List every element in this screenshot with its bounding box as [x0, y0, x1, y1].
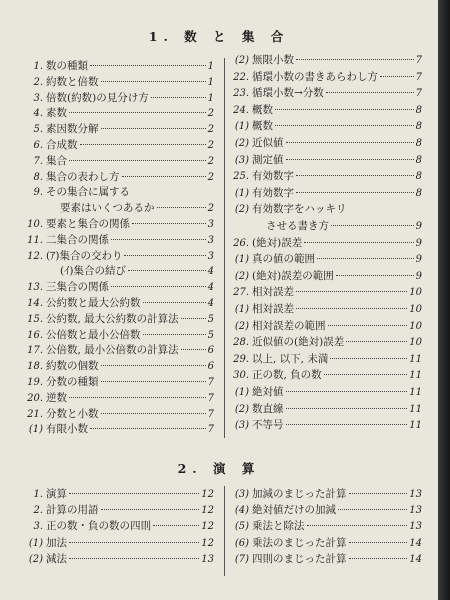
dot-leader	[304, 241, 413, 243]
toc-entry-number: (7)	[234, 553, 249, 565]
toc-entry-label: 分数の種類	[46, 376, 99, 388]
dot-leader	[101, 364, 206, 366]
toc-entry-page: 12	[201, 489, 214, 500]
toc-entry-page: 8	[415, 138, 422, 149]
toc-entry-label: (ｲ)集合の結び	[60, 265, 126, 278]
toc-entry-page: 10	[409, 337, 422, 349]
toc-entry-page: 11	[409, 387, 422, 398]
toc-entry-number: 11.	[27, 234, 43, 246]
toc-entry-label: 要素と集合の関係	[46, 218, 130, 230]
toc-entry-page: 4	[207, 282, 214, 294]
toc-entry-number: 29.	[233, 353, 249, 365]
toc-entry-number: (3)	[234, 489, 249, 500]
toc-entry-page: 7	[415, 71, 422, 83]
toc-entry-number: 17.	[27, 345, 43, 357]
toc-entry-number: 26.	[233, 237, 249, 249]
toc-entry-page: 5	[207, 329, 214, 341]
toc-entry	[232, 351, 422, 365]
toc-entry-label: 循環小数→分数	[252, 87, 324, 100]
toc-entry-label: 素数	[46, 107, 67, 120]
toc-entry-number: 2.	[33, 76, 43, 88]
dot-leader	[324, 373, 408, 375]
toc-entry-page: 8	[415, 171, 422, 183]
toc-entry-page: 10	[409, 304, 422, 315]
toc-entry-label: 有効数字	[252, 170, 294, 183]
toc-entry	[26, 200, 214, 214]
dot-leader	[90, 64, 206, 66]
toc-entry	[232, 502, 422, 516]
toc-entry-number: 23.	[233, 88, 249, 100]
toc-entry-label: 数の種類	[46, 60, 88, 72]
toc-entry-page: 13	[409, 521, 422, 533]
toc-entry-page: 9	[415, 221, 422, 232]
toc-entry-page: 12	[201, 505, 214, 517]
toc-entry-number: (1)	[234, 304, 249, 315]
dot-leader	[296, 174, 414, 176]
toc-entry-number: (2)	[234, 138, 249, 149]
toc-entry-page: 13	[409, 505, 422, 517]
toc-entry-page: 12	[201, 537, 214, 549]
toc-entry	[232, 301, 422, 315]
section-2-title: 2. 演 算	[177, 461, 261, 476]
dot-leader	[122, 175, 206, 177]
toc-entry-page: 1	[207, 92, 214, 104]
dot-leader	[69, 541, 199, 543]
page-edge	[438, 0, 450, 600]
dot-leader	[157, 206, 206, 208]
toc-entry-number: 10.	[27, 219, 43, 230]
toc-entry-label: 倍数(約数)の見分け方	[46, 91, 149, 104]
toc-entry-label: させる書き方	[266, 220, 329, 232]
toc-entry-label: 公約数, 最大公約数の計算法	[46, 312, 179, 325]
toc-entry-number: 9.	[33, 187, 43, 199]
toc-entry-number: (2)	[234, 204, 249, 216]
dot-leader	[132, 222, 206, 224]
dot-leader	[101, 127, 206, 129]
dot-leader	[69, 111, 206, 113]
toc-entry-number: 14.	[27, 298, 43, 309]
dot-leader	[101, 508, 200, 510]
toc-entry-number: 21.	[27, 408, 43, 420]
toc-entry	[232, 69, 422, 83]
toc-entry-label: 加減のまじった計算	[252, 488, 347, 500]
toc-entry-number: 24.	[233, 104, 249, 116]
toc-entry	[232, 486, 422, 500]
toc-entry	[26, 90, 214, 104]
dot-leader	[181, 317, 206, 319]
toc-entry-page: 7	[415, 88, 422, 100]
toc-entry	[232, 284, 422, 298]
dot-leader	[275, 108, 414, 110]
toc-entry-page: 7	[207, 377, 214, 388]
toc-entry-number: 16.	[27, 329, 43, 341]
dot-leader	[101, 412, 206, 414]
toc-entry	[26, 232, 214, 246]
toc-entry-page: 7	[207, 392, 214, 404]
toc-entry-number: (6)	[234, 537, 249, 549]
dot-leader	[296, 290, 407, 292]
dot-leader	[111, 238, 206, 240]
toc-entry-number: 27.	[233, 287, 249, 299]
toc-entry-page: 2	[207, 124, 214, 136]
toc-entry	[232, 52, 422, 66]
toc-entry-label: 公倍数, 最小公倍数の計算法	[46, 344, 179, 357]
toc-entry-label: 要素はいくつあるか	[60, 202, 155, 215]
toc-entry-number: 19.	[27, 377, 43, 388]
toc-entry-number: 30.	[233, 370, 249, 382]
toc-entry-page: 13	[409, 489, 422, 500]
toc-entry-page: 8	[415, 154, 422, 166]
toc-entry-page: 7	[207, 424, 214, 436]
toc-entry-page: 9	[415, 237, 422, 249]
toc-entry-label: 演算	[46, 488, 67, 500]
toc-entry	[26, 121, 214, 135]
toc-entry	[232, 367, 422, 381]
toc-entry	[232, 518, 422, 532]
toc-entry	[232, 218, 422, 232]
toc-entry-number: 6.	[33, 140, 43, 151]
dot-leader	[151, 96, 206, 98]
dot-leader	[69, 492, 199, 494]
toc-entry-page: 3	[207, 219, 214, 230]
dot-leader	[286, 407, 408, 409]
toc-entry	[232, 118, 422, 132]
toc-entry-label: その集合に属する	[46, 186, 130, 199]
toc-entry	[26, 137, 214, 151]
section-1-left-column	[26, 58, 214, 448]
toc-entry	[26, 295, 214, 309]
section-2-right-column	[232, 486, 422, 576]
toc-entry-page: 12	[201, 521, 214, 533]
toc-entry	[26, 184, 214, 198]
toc-entry-number: (1)	[234, 187, 249, 199]
toc-entry-number: 20.	[27, 392, 43, 404]
toc-entry	[26, 279, 214, 293]
toc-entry-label: 三集合の関係	[46, 281, 109, 294]
dot-leader	[326, 91, 414, 93]
toc-entry-label: 絶対値	[252, 386, 284, 398]
dot-leader	[90, 427, 206, 429]
toc-entry-number: 3.	[33, 521, 43, 533]
dot-leader	[346, 340, 407, 342]
toc-entry	[26, 535, 214, 549]
dot-leader	[286, 423, 408, 425]
toc-entry	[232, 401, 422, 415]
toc-entry-page: 6	[207, 361, 214, 373]
toc-entry-page: 1	[207, 76, 214, 88]
dot-leader	[286, 141, 414, 143]
toc-entry-number: 5.	[33, 124, 43, 136]
toc-entry	[232, 235, 422, 249]
toc-entry-label: 正の数・負の数の四則	[46, 520, 151, 533]
dot-leader	[349, 492, 408, 494]
toc-entry-label: 公約数と最大公約数	[46, 297, 141, 309]
toc-entry-label: 有効数字	[252, 186, 294, 199]
toc-entry	[26, 421, 214, 435]
toc-entry	[26, 58, 214, 72]
dot-leader	[317, 257, 414, 259]
toc-entry-label: 公倍数と最小公倍数	[46, 328, 141, 341]
toc-entry-page: 8	[415, 121, 422, 133]
toc-entry-page: 11	[409, 370, 422, 382]
toc-entry	[232, 102, 422, 116]
toc-entry-page: 9	[415, 270, 422, 282]
toc-entry	[26, 358, 214, 372]
column-divider	[224, 58, 225, 438]
toc-entry-page: 14	[409, 537, 422, 549]
toc-entry-page: 1	[207, 61, 214, 72]
toc-entry-number: 18.	[27, 361, 43, 373]
section-1-title: 1. 数 と 集 合	[148, 29, 290, 44]
toc-entry-label: (絶対)誤差の範囲	[252, 269, 334, 282]
toc-entry	[232, 268, 422, 282]
toc-entry	[26, 342, 214, 356]
toc-entry-label: 相対誤差の範囲	[252, 319, 326, 332]
toc-entry-number: 12.	[27, 250, 43, 262]
toc-entry-page: 5	[207, 313, 214, 325]
toc-entry-page: 7	[415, 55, 422, 66]
toc-entry-label: 相対誤差	[252, 303, 294, 315]
dot-leader	[349, 541, 408, 543]
toc-entry-label: 加法	[46, 536, 67, 549]
toc-entry	[26, 327, 214, 341]
toc-entry-label: 概数	[252, 120, 273, 133]
toc-entry	[26, 105, 214, 119]
toc-entry-label: 測定値	[252, 153, 284, 166]
dot-leader	[331, 224, 414, 226]
toc-entry	[26, 263, 214, 277]
dot-leader	[80, 143, 206, 145]
dot-leader	[124, 254, 205, 256]
toc-entry-label: 正の数, 負の数	[252, 369, 322, 382]
toc-entry-label: 真の値の範囲	[252, 253, 315, 266]
toc-entry	[26, 486, 214, 500]
toc-entry	[232, 334, 422, 348]
toc-entry	[232, 251, 422, 265]
dot-leader	[296, 307, 407, 309]
toc-entry-label: 概数	[252, 103, 273, 116]
toc-entry-label: 近似値	[252, 137, 284, 149]
toc-entry-number: (1)	[234, 121, 249, 133]
toc-entry-number: (2)	[234, 270, 249, 282]
toc-entry-label: 乗法と除法	[252, 520, 305, 533]
toc-entry-page: 9	[415, 254, 422, 266]
toc-entry	[26, 248, 214, 262]
toc-entry	[232, 384, 422, 398]
toc-entry-label: 計算の用語	[46, 504, 99, 517]
toc-entry	[232, 417, 422, 431]
toc-entry	[26, 74, 214, 88]
toc-entry-number: 22.	[233, 71, 249, 83]
toc-entry-number: 4.	[33, 108, 43, 120]
toc-entry-label: (ｱ)集合の交わり	[46, 249, 123, 262]
dot-leader	[338, 508, 407, 510]
toc-entry-page: 2	[207, 203, 214, 215]
toc-entry-number: 28.	[233, 337, 249, 349]
toc-entry-label: 二集合の関係	[46, 233, 109, 246]
toc-entry-number: (2)	[234, 403, 249, 415]
toc-entry-label: 絶対値だけの加減	[252, 504, 336, 517]
dot-leader	[101, 380, 206, 382]
toc-entry-page: 4	[207, 298, 214, 309]
toc-entry-page: 2	[207, 155, 214, 167]
dot-leader	[286, 158, 414, 160]
dot-leader	[296, 58, 414, 60]
toc-entry-label: 相対誤差	[252, 286, 294, 299]
toc-entry-label: 四則のまじった計算	[252, 552, 347, 565]
toc-entry-number: (4)	[234, 505, 249, 517]
toc-entry-page: 6	[207, 345, 214, 357]
toc-entry	[232, 551, 422, 565]
toc-entry-label: 素因数分解	[46, 123, 99, 136]
toc-entry-label: 集合	[46, 154, 67, 167]
toc-entry-number: (2)	[28, 553, 43, 565]
toc-entry-page: 11	[409, 403, 422, 415]
toc-entry	[26, 551, 214, 565]
toc-entry-label: 乗法のまじった計算	[252, 536, 347, 549]
toc-entry-number: 2.	[33, 505, 43, 517]
dot-leader	[69, 159, 206, 161]
toc-entry-label: 約数の個数	[46, 360, 99, 373]
toc-entry-page: 2	[207, 140, 214, 151]
toc-entry-page: 2	[207, 171, 214, 183]
toc-entry-number: (1)	[234, 387, 249, 398]
dot-leader	[380, 75, 414, 77]
dot-leader	[328, 324, 408, 326]
toc-entry-page: 11	[409, 420, 422, 432]
toc-entry-number: 8.	[33, 171, 43, 183]
toc-entry	[26, 153, 214, 167]
toc-entry-label: 集合の表わし方	[46, 170, 120, 183]
toc-entry-number: 3.	[33, 92, 43, 104]
toc-entry-page: 11	[409, 353, 422, 365]
section-2-left-column	[26, 486, 214, 576]
dot-leader	[101, 80, 206, 82]
toc-entry-label: 有効数字をハッキリ	[252, 203, 347, 216]
toc-entry	[26, 311, 214, 325]
toc-entry-number: (1)	[234, 254, 249, 266]
toc-entry	[232, 135, 422, 149]
toc-entry-page: 4	[207, 266, 214, 278]
toc-entry-number: (1)	[28, 537, 43, 549]
toc-entry	[26, 518, 214, 532]
toc-entry	[232, 201, 422, 215]
toc-entry-label: 逆数	[46, 391, 67, 404]
dot-leader	[143, 333, 206, 335]
toc-entry-page: 14	[409, 553, 422, 565]
dot-leader	[330, 357, 407, 359]
toc-entry-label: 以上, 以下, 未満	[252, 352, 329, 365]
toc-entry-label: 近似値の(絶対)誤差	[252, 336, 345, 349]
toc-entry-number: (3)	[234, 420, 249, 432]
toc-entry-number: (3)	[234, 154, 249, 166]
toc-entry-page: 3	[207, 234, 214, 246]
dot-leader	[349, 557, 408, 559]
toc-entry	[26, 216, 214, 230]
toc-entry-label: 循環小数の書きあらわし方	[252, 70, 378, 83]
toc-entry-label: 数直線	[252, 402, 284, 415]
toc-entry	[232, 168, 422, 182]
toc-entry-page: 10	[409, 287, 422, 299]
toc-entry-page: 10	[409, 320, 422, 332]
dot-leader	[111, 285, 206, 287]
toc-entry-label: 有限小数	[46, 423, 88, 436]
toc-entry-number: 1.	[33, 61, 43, 72]
toc-entry	[232, 85, 422, 99]
toc-entry-number: 1.	[33, 489, 43, 500]
dot-leader	[307, 524, 408, 526]
toc-entry	[26, 374, 214, 388]
toc-entry-label: 減法	[46, 552, 67, 565]
dot-leader	[336, 274, 414, 276]
toc-entry-page: 2	[207, 108, 214, 120]
toc-entry	[26, 169, 214, 183]
toc-entry-number: (2)	[234, 320, 249, 332]
toc-entry-number: 15.	[27, 313, 43, 325]
toc-entry-number: (2)	[234, 55, 249, 66]
toc-entry	[232, 318, 422, 332]
dot-leader	[153, 524, 199, 526]
toc-entry-page: 7	[207, 408, 214, 420]
toc-entry-page: 8	[415, 104, 422, 116]
toc-entry-label: 不等号	[252, 419, 284, 432]
toc-entry	[26, 390, 214, 404]
toc-entry	[232, 535, 422, 549]
toc-entry-label: (絶対)誤差	[252, 236, 303, 249]
dot-leader	[181, 348, 206, 350]
toc-entry-number: 13.	[27, 282, 43, 294]
dot-leader	[143, 301, 206, 303]
section-1-right-column	[232, 52, 422, 442]
toc-entry-page: 3	[207, 250, 214, 262]
toc-entry	[232, 152, 422, 166]
toc-entry-label: 分数と小数	[46, 407, 99, 420]
toc-entry-number: (5)	[234, 521, 249, 533]
dot-leader	[69, 557, 199, 559]
toc-entry	[232, 185, 422, 199]
toc-entry	[26, 502, 214, 516]
toc-entry-number: 25.	[233, 171, 249, 183]
toc-entry-number: 7.	[33, 155, 43, 167]
dot-leader	[128, 269, 206, 271]
toc-entry	[26, 406, 214, 420]
dot-leader	[296, 191, 414, 193]
dot-leader	[275, 124, 414, 126]
toc-entry-number: (1)	[28, 424, 43, 436]
column-divider	[224, 486, 225, 576]
toc-entry-page: 8	[415, 187, 422, 199]
toc-entry-label: 約数と倍数	[46, 75, 99, 88]
toc-entry-label: 合成数	[46, 139, 78, 151]
toc-entry-label: 無限小数	[252, 54, 294, 66]
toc-entry-page: 13	[201, 553, 214, 565]
dot-leader	[69, 396, 206, 398]
dot-leader	[286, 390, 408, 392]
